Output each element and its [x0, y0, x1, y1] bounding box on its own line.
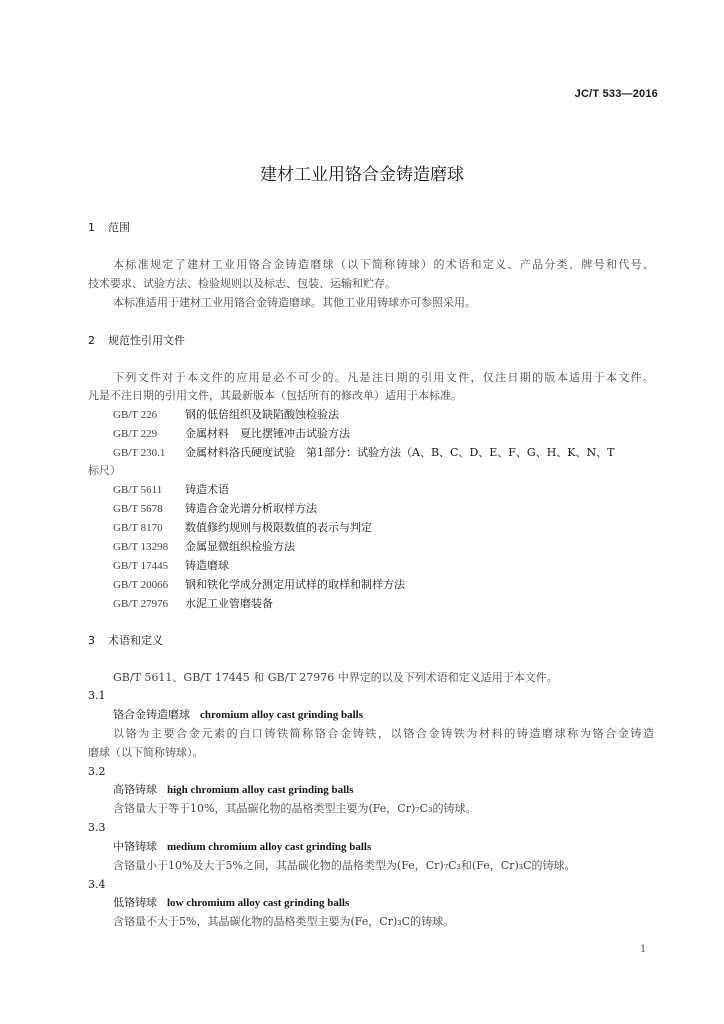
reference-title: 铸造磨球 [185, 559, 229, 572]
term-en: chromium alloy cast grinding balls [200, 709, 363, 721]
reference-title: 铸造术语 [185, 483, 229, 496]
reference-title: 铸造合金光谱分析取样方法 [185, 502, 317, 515]
term-number: 3.2 [88, 765, 106, 778]
reference-code: GB/T 27976 [113, 598, 169, 610]
term-en: medium chromium alloy cast grinding balls [167, 841, 372, 853]
section-title: 术语和定义 [108, 634, 163, 647]
section-number: 2 [88, 334, 95, 347]
reference-code: GB/T 226 [113, 409, 158, 421]
term-en: low chromium alloy cast grinding balls [167, 897, 350, 909]
references-intro-line: 下列文件对于本文件的应用是必不可少的。凡是注日期的引用文件，仅注日期的版本适用于本文件。 [113, 371, 654, 384]
reference-item [113, 559, 229, 573]
document-title: 建材工业用铬合金铸造磨球 [260, 165, 464, 185]
term-definition-line: 含铬量不大于5%，其晶碳化物的晶格类型主要为(Fe，Cr)₃C的铸球。 [113, 915, 455, 928]
reference-title: 金属材料洛氏硬度试验 第1部分：试验方法（A、B、C、D、E、F、G、H、K、N、T [185, 446, 615, 459]
scope-paragraph: 本标准适用于建材工业用铬合金铸造磨球。其他工业用铸球亦可参照采用。 [113, 296, 476, 309]
section-3-heading [88, 634, 163, 648]
reference-title: 钢和铁化学成分测定用试样的取样和制样方法 [185, 578, 405, 591]
term-en: high chromium alloy cast grinding balls [167, 784, 354, 796]
reference-code: GB/T 229 [113, 428, 158, 440]
term-definition-line: 含铬量大于等于10%，其晶碳化物的晶格类型主要为(Fe，Cr)₇C₃的铸球。 [113, 802, 477, 815]
reference-code: GB/T 8170 [113, 522, 163, 534]
section-2-heading [88, 334, 185, 348]
term-definition-line: 含铬量小于10%及大于5%之间，其晶碳化物的晶格类型为(Fe，Cr)₇C₃和(Fe，Cr)₃C的铸球。 [113, 859, 576, 872]
term-heading [113, 896, 349, 910]
reference-item [113, 597, 273, 611]
scope-paragraph-line: 本标准规定了建材工业用铬合金铸造磨球（以下简称铸球）的术语和定义、产品分类、牌号和代号、 [113, 258, 654, 271]
reference-code: GB/T 5611 [113, 484, 163, 496]
reference-item [113, 483, 229, 497]
term-number: 3.4 [88, 878, 106, 891]
terms-intro: GB/T 5611、GB/T 17445 和 GB/T 27976 中界定的以及下列术语和定义适用于本文件。 [113, 671, 558, 684]
reference-code: GB/T 17445 [113, 560, 169, 572]
page-number: 1 [640, 944, 647, 955]
standard-code: JC/T 533—2016 [574, 88, 658, 100]
references-intro-line: 凡是不注日期的引用文件，其最新版本（包括所有的修改单）适用于本标准。 [88, 389, 462, 402]
reference-code: GB/T 5678 [113, 503, 163, 515]
term-number: 3.3 [88, 821, 106, 834]
section-number: 1 [88, 221, 95, 234]
section-1-heading [88, 221, 130, 235]
reference-title: 水泥工业管磨装备 [185, 597, 273, 610]
reference-code: GB/T 230.1 [113, 447, 166, 459]
reference-title-continuation: 标尺） [88, 464, 121, 477]
reference-item [113, 578, 405, 592]
reference-title: 金属显微组织检验方法 [185, 540, 295, 553]
reference-item [113, 408, 339, 422]
reference-item [113, 502, 317, 516]
reference-item [113, 427, 350, 441]
term-zh: 高铬铸球 [113, 783, 157, 796]
section-number: 3 [88, 634, 95, 647]
term-heading [113, 840, 371, 854]
reference-title: 金属材料 夏比摆锤冲击试验方法 [185, 427, 350, 440]
reference-item [113, 540, 295, 554]
reference-code: GB/T 13298 [113, 541, 169, 553]
reference-title: 钢的低倍组织及缺陷酸蚀检验法 [185, 408, 339, 421]
section-title: 范围 [108, 221, 130, 234]
term-zh: 铬合金铸造磨球 [113, 708, 190, 721]
term-number: 3.1 [88, 689, 106, 702]
section-title: 规范性引用文件 [108, 334, 185, 347]
scope-paragraph-line: 技术要求、试验方法、检验规则以及标志、包装、运输和贮存。 [88, 277, 396, 290]
term-zh: 低铬铸球 [113, 896, 157, 909]
term-heading [113, 708, 363, 722]
term-heading [113, 783, 354, 797]
term-zh: 中铬铸球 [113, 840, 157, 853]
reference-item [113, 521, 372, 535]
term-definition-line: 以铬为主要合金元素的白口铸铁简称铬合金铸铁，以铬合金铸铁为材料的铸造磨球称为铬合金铸造 [113, 727, 654, 740]
reference-title: 数值修约规则与极限数值的表示与判定 [185, 521, 372, 534]
reference-code: GB/T 20066 [113, 579, 169, 591]
reference-item [113, 446, 614, 460]
term-definition-line: 磨球（以下简称铸球）。 [88, 746, 204, 759]
